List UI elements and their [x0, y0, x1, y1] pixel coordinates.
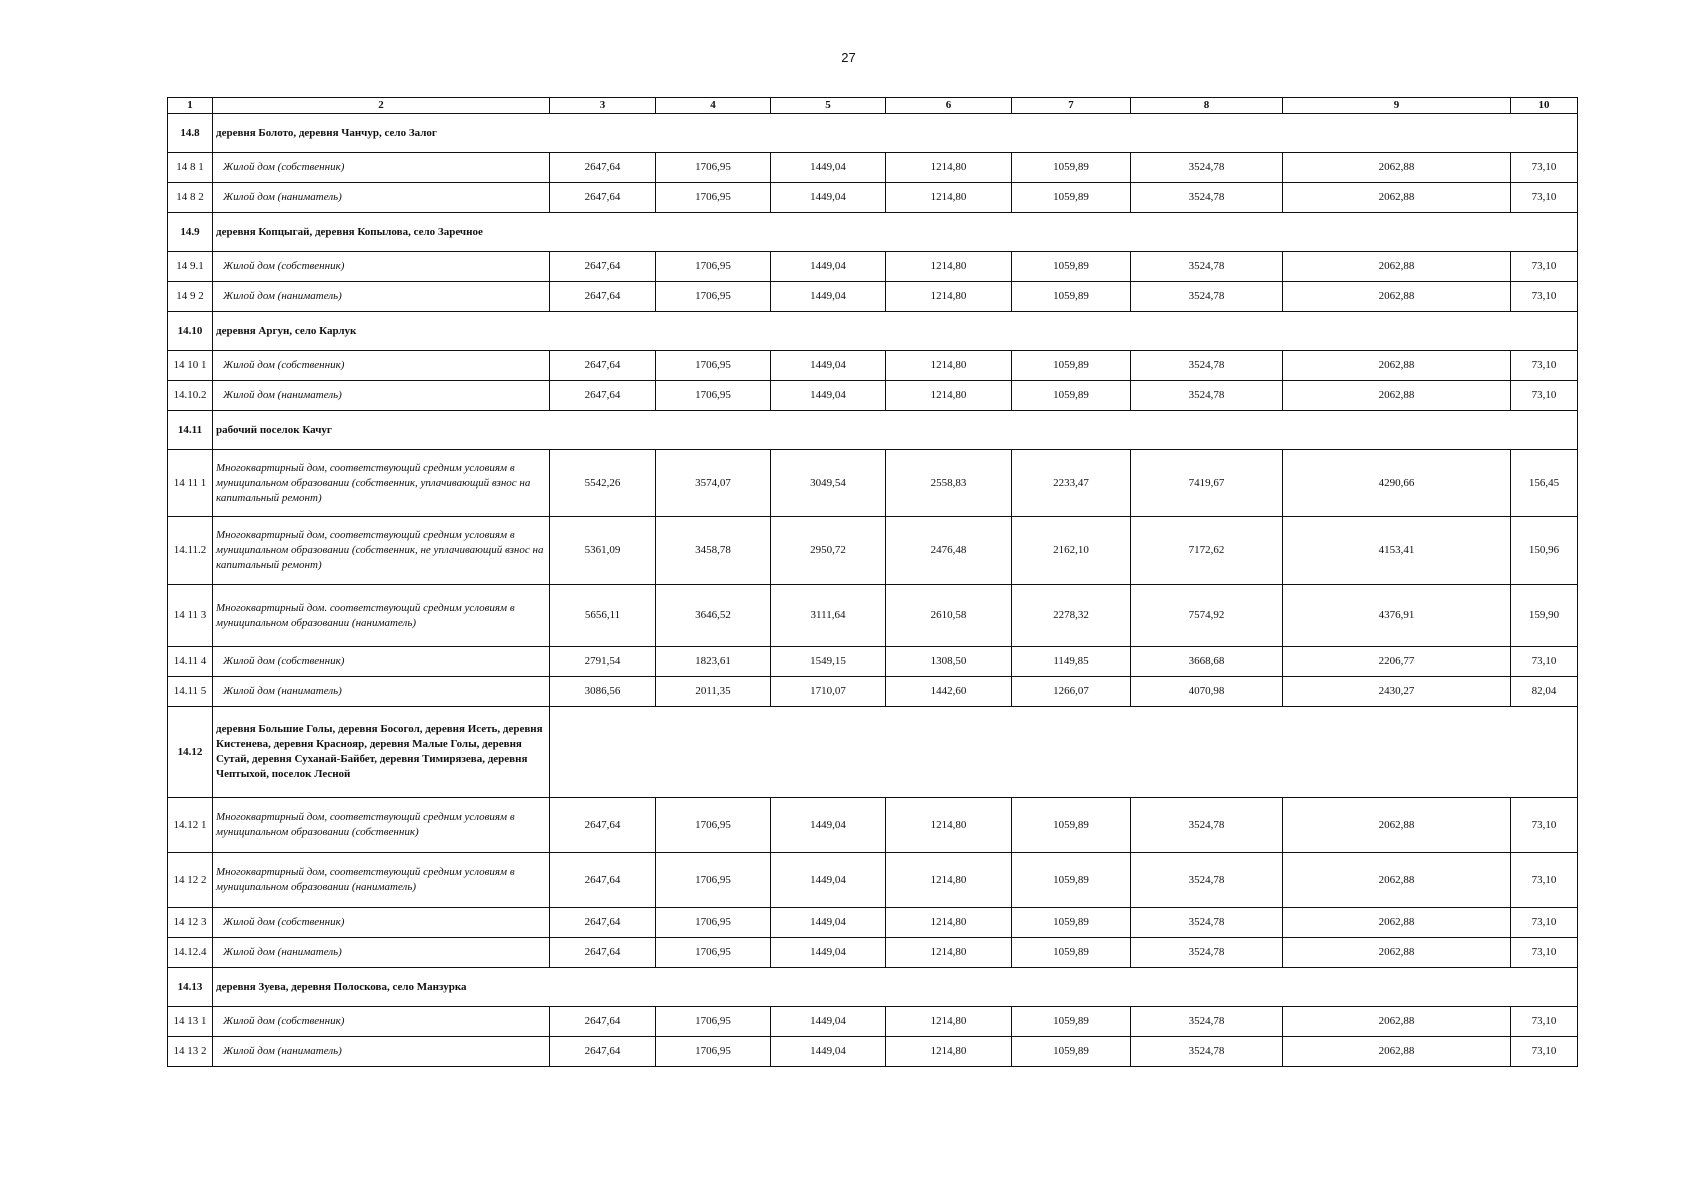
- value-cell: 73,10: [1511, 153, 1578, 183]
- row-number: 14 8 2: [168, 183, 213, 213]
- row-description: Жилой дом (собственник): [213, 252, 550, 282]
- value-cell: 73,10: [1511, 1007, 1578, 1037]
- section-number: 14.13: [168, 968, 213, 1007]
- value-cell: 73,10: [1511, 938, 1578, 968]
- value-cell: 73,10: [1511, 1037, 1578, 1067]
- value-cell: 2647,64: [550, 183, 656, 213]
- value-cell: 5361,09: [550, 517, 656, 585]
- table-row: [168, 153, 1578, 183]
- row-number: 14 10 1: [168, 351, 213, 381]
- value-cell: 82,04: [1511, 677, 1578, 707]
- value-cell: 1706,95: [656, 153, 771, 183]
- table-row: [168, 908, 1578, 938]
- value-cell: 3524,78: [1131, 282, 1283, 312]
- row-description: Жилой дом (наниматель): [213, 381, 550, 411]
- value-cell: 1214,80: [886, 938, 1012, 968]
- value-cell: 4290,66: [1283, 450, 1511, 517]
- section-row: [168, 968, 1578, 1007]
- table-row: [168, 183, 1578, 213]
- row-description: Жилой дом (собственник): [213, 647, 550, 677]
- value-cell: 1059,89: [1012, 798, 1131, 853]
- row-number: 14 12 3: [168, 908, 213, 938]
- value-cell: 3524,78: [1131, 908, 1283, 938]
- value-cell: 1449,04: [771, 908, 886, 938]
- section-title: деревня Болото, деревня Чанчур, село Залог: [213, 114, 1578, 153]
- section-number: 14.9: [168, 213, 213, 252]
- value-cell: 2950,72: [771, 517, 886, 585]
- value-cell: 1059,89: [1012, 908, 1131, 938]
- value-cell: 2062,88: [1283, 252, 1511, 282]
- value-cell: 2062,88: [1283, 908, 1511, 938]
- value-cell: 1449,04: [771, 1007, 886, 1037]
- value-cell: 1214,80: [886, 153, 1012, 183]
- value-cell: 1214,80: [886, 381, 1012, 411]
- row-description: Жилой дом (собственник): [213, 153, 550, 183]
- value-cell: 73,10: [1511, 798, 1578, 853]
- row-number: 14 9 2: [168, 282, 213, 312]
- value-cell: 5542,26: [550, 450, 656, 517]
- value-cell: 1059,89: [1012, 1037, 1131, 1067]
- table-row: [168, 1037, 1578, 1067]
- value-cell: 1449,04: [771, 938, 886, 968]
- value-cell: 1706,95: [656, 183, 771, 213]
- value-cell: 3086,56: [550, 677, 656, 707]
- value-cell: 1449,04: [771, 381, 886, 411]
- row-number: 14 11 3: [168, 585, 213, 647]
- section-row: [168, 312, 1578, 351]
- value-cell: 73,10: [1511, 282, 1578, 312]
- section-title: рабочий поселок Качуг: [213, 411, 1578, 450]
- value-cell: 3111,64: [771, 585, 886, 647]
- value-cell: 1059,89: [1012, 183, 1131, 213]
- section-row: [168, 411, 1578, 450]
- table-row: [168, 798, 1578, 853]
- value-cell: 1706,95: [656, 853, 771, 908]
- value-cell: 7172,62: [1131, 517, 1283, 585]
- column-header: 10: [1511, 98, 1578, 114]
- row-description: Многоквартирный дом, соответствующий средним условиям в муниципальном образовании (собственник, уплачивающий взнос на капитальный ремонт): [213, 450, 550, 517]
- row-description: Жилой дом (наниматель): [213, 938, 550, 968]
- value-cell: 1214,80: [886, 1037, 1012, 1067]
- section-number: 14.8: [168, 114, 213, 153]
- value-cell: 1706,95: [656, 351, 771, 381]
- column-header: 1: [168, 98, 213, 114]
- value-cell: 159,90: [1511, 585, 1578, 647]
- value-cell: 2062,88: [1283, 153, 1511, 183]
- row-number: 14 8 1: [168, 153, 213, 183]
- table-row: [168, 853, 1578, 908]
- value-cell: 2278,32: [1012, 585, 1131, 647]
- row-number: 14 9.1: [168, 252, 213, 282]
- value-cell: 4153,41: [1283, 517, 1511, 585]
- table-row: [168, 282, 1578, 312]
- value-cell: 2610,58: [886, 585, 1012, 647]
- value-cell: 3458,78: [656, 517, 771, 585]
- section-title: деревня Зуева, деревня Полоскова, село Манзурка: [213, 968, 1578, 1007]
- value-cell: 1449,04: [771, 351, 886, 381]
- column-header: 3: [550, 98, 656, 114]
- table-row: [168, 517, 1578, 585]
- row-number: 14 13 1: [168, 1007, 213, 1037]
- row-description: Многоквартирный дом. соответствующий средним условиям в муниципальном образовании (наниматель): [213, 585, 550, 647]
- value-cell: 1059,89: [1012, 1007, 1131, 1037]
- value-cell: 1214,80: [886, 908, 1012, 938]
- value-cell: 7419,67: [1131, 450, 1283, 517]
- value-cell: 73,10: [1511, 853, 1578, 908]
- row-number: 14.12 1: [168, 798, 213, 853]
- column-header: 2: [213, 98, 550, 114]
- value-cell: 2062,88: [1283, 1007, 1511, 1037]
- value-cell: 3524,78: [1131, 252, 1283, 282]
- value-cell: 1214,80: [886, 282, 1012, 312]
- row-description: Жилой дом (наниматель): [213, 183, 550, 213]
- value-cell: 1442,60: [886, 677, 1012, 707]
- value-cell: 2647,64: [550, 153, 656, 183]
- row-description: Многоквартирный дом, соответствующий средним условиям в муниципальном образовании (собственник, не уплачивающий взнос на капитальный ремонт): [213, 517, 550, 585]
- value-cell: 3524,78: [1131, 798, 1283, 853]
- value-cell: 2062,88: [1283, 282, 1511, 312]
- table-row: [168, 1007, 1578, 1037]
- value-cell: 4376,91: [1283, 585, 1511, 647]
- value-cell: 2558,83: [886, 450, 1012, 517]
- value-cell: 1449,04: [771, 853, 886, 908]
- value-cell: 2062,88: [1283, 183, 1511, 213]
- value-cell: 2647,64: [550, 908, 656, 938]
- row-number: 14.11 4: [168, 647, 213, 677]
- value-cell: 1706,95: [656, 252, 771, 282]
- value-cell: 2062,88: [1283, 351, 1511, 381]
- row-description: Жилой дом (наниматель): [213, 1037, 550, 1067]
- value-cell: 1706,95: [656, 282, 771, 312]
- value-cell: 2647,64: [550, 938, 656, 968]
- value-cell: 1059,89: [1012, 853, 1131, 908]
- value-cell: 1706,95: [656, 908, 771, 938]
- value-cell: 1059,89: [1012, 351, 1131, 381]
- column-header-row: [168, 98, 1578, 114]
- value-cell: 73,10: [1511, 381, 1578, 411]
- value-cell: 2062,88: [1283, 381, 1511, 411]
- value-cell: 1214,80: [886, 252, 1012, 282]
- value-cell: 156,45: [1511, 450, 1578, 517]
- value-cell: 1214,80: [886, 798, 1012, 853]
- table-row: [168, 252, 1578, 282]
- value-cell: 1149,85: [1012, 647, 1131, 677]
- table-row: [168, 938, 1578, 968]
- section-title: деревня Аргун, село Карлук: [213, 312, 1578, 351]
- value-cell: 2011,35: [656, 677, 771, 707]
- value-cell: 3524,78: [1131, 853, 1283, 908]
- value-cell: 1449,04: [771, 153, 886, 183]
- value-cell: 3574,07: [656, 450, 771, 517]
- value-cell: 1059,89: [1012, 938, 1131, 968]
- value-cell: 2430,27: [1283, 677, 1511, 707]
- value-cell: 1449,04: [771, 1037, 886, 1067]
- value-cell: 2647,64: [550, 351, 656, 381]
- table-row: [168, 450, 1578, 517]
- value-cell: 1549,15: [771, 647, 886, 677]
- value-cell: 1308,50: [886, 647, 1012, 677]
- value-cell: 1706,95: [656, 381, 771, 411]
- row-number: 14 12 2: [168, 853, 213, 908]
- row-number: 14 13 2: [168, 1037, 213, 1067]
- value-cell: 2062,88: [1283, 1037, 1511, 1067]
- section-row: [168, 114, 1578, 153]
- table-row: [168, 381, 1578, 411]
- value-cell: 1823,61: [656, 647, 771, 677]
- value-cell: 1449,04: [771, 282, 886, 312]
- value-cell: 1266,07: [1012, 677, 1131, 707]
- value-cell: 3524,78: [1131, 1037, 1283, 1067]
- value-cell: 2206,77: [1283, 647, 1511, 677]
- value-cell: 1059,89: [1012, 153, 1131, 183]
- section-row: [168, 213, 1578, 252]
- value-cell: 2647,64: [550, 1037, 656, 1067]
- row-description: Жилой дом (наниматель): [213, 282, 550, 312]
- row-description: Многоквартирный дом, соответствующий средним условиям в муниципальном образовании (наниматель): [213, 853, 550, 908]
- row-description: Многоквартирный дом, соответствующий средним условиям в муниципальном образовании (собственник): [213, 798, 550, 853]
- value-cell: 1059,89: [1012, 252, 1131, 282]
- page-number: 27: [841, 50, 856, 65]
- value-cell: 2647,64: [550, 252, 656, 282]
- value-cell: 2791,54: [550, 647, 656, 677]
- value-cell: 1710,07: [771, 677, 886, 707]
- row-description: Жилой дом (собственник): [213, 1007, 550, 1037]
- column-header: 7: [1012, 98, 1131, 114]
- column-header: 9: [1283, 98, 1511, 114]
- row-number: 14.11 5: [168, 677, 213, 707]
- value-cell: 2647,64: [550, 381, 656, 411]
- column-header: 8: [1131, 98, 1283, 114]
- value-cell: 1059,89: [1012, 282, 1131, 312]
- section-number: 14.10: [168, 312, 213, 351]
- value-cell: 1214,80: [886, 1007, 1012, 1037]
- value-cell: 150,96: [1511, 517, 1578, 585]
- section-row: [168, 707, 1578, 798]
- value-cell: 3049,54: [771, 450, 886, 517]
- value-cell: 2062,88: [1283, 853, 1511, 908]
- value-cell: 1214,80: [886, 853, 1012, 908]
- value-cell: 3524,78: [1131, 381, 1283, 411]
- value-cell: 2233,47: [1012, 450, 1131, 517]
- value-cell: 5656,11: [550, 585, 656, 647]
- value-cell: 2647,64: [550, 798, 656, 853]
- value-cell: 3524,78: [1131, 1007, 1283, 1037]
- table-row: [168, 677, 1578, 707]
- row-number: 14.10.2: [168, 381, 213, 411]
- column-header: 6: [886, 98, 1012, 114]
- value-cell: 1214,80: [886, 183, 1012, 213]
- value-cell: 3524,78: [1131, 351, 1283, 381]
- table-row: [168, 585, 1578, 647]
- section-fill: [550, 707, 1578, 798]
- value-cell: 3668,68: [1131, 647, 1283, 677]
- value-cell: 1449,04: [771, 252, 886, 282]
- value-cell: 73,10: [1511, 908, 1578, 938]
- value-cell: 1706,95: [656, 798, 771, 853]
- value-cell: 2062,88: [1283, 938, 1511, 968]
- column-header: 4: [656, 98, 771, 114]
- section-number: 14.12: [168, 707, 213, 798]
- value-cell: 1059,89: [1012, 381, 1131, 411]
- value-cell: 2476,48: [886, 517, 1012, 585]
- value-cell: 1706,95: [656, 1037, 771, 1067]
- value-cell: 73,10: [1511, 647, 1578, 677]
- table-row: [168, 647, 1578, 677]
- value-cell: 1449,04: [771, 183, 886, 213]
- tariff-table: [167, 97, 1578, 1067]
- value-cell: 3646,52: [656, 585, 771, 647]
- value-cell: 73,10: [1511, 183, 1578, 213]
- table-row: [168, 351, 1578, 381]
- value-cell: 2647,64: [550, 282, 656, 312]
- value-cell: 1706,95: [656, 938, 771, 968]
- value-cell: 2647,64: [550, 853, 656, 908]
- value-cell: 2162,10: [1012, 517, 1131, 585]
- row-description: Жилой дом (собственник): [213, 351, 550, 381]
- row-description: Жилой дом (наниматель): [213, 677, 550, 707]
- value-cell: 1214,80: [886, 351, 1012, 381]
- value-cell: 1449,04: [771, 798, 886, 853]
- value-cell: 2647,64: [550, 1007, 656, 1037]
- row-number: 14 11 1: [168, 450, 213, 517]
- section-title: деревня Копцыгай, деревня Копылова, село Заречное: [213, 213, 1578, 252]
- row-number: 14.11.2: [168, 517, 213, 585]
- value-cell: 3524,78: [1131, 183, 1283, 213]
- value-cell: 4070,98: [1131, 677, 1283, 707]
- section-title: деревня Большие Голы, деревня Босогол, деревня Исеть, деревня Кистенева, деревня Краснояр, деревня Малые Голы, деревня Сутай, деревня Суханай-Байбет, деревня Тимирязева, деревня Чептыхой, поселок Лесной: [213, 707, 550, 798]
- value-cell: 73,10: [1511, 252, 1578, 282]
- value-cell: 73,10: [1511, 351, 1578, 381]
- value-cell: 3524,78: [1131, 938, 1283, 968]
- value-cell: 2062,88: [1283, 798, 1511, 853]
- column-header: 5: [771, 98, 886, 114]
- section-number: 14.11: [168, 411, 213, 450]
- row-description: Жилой дом (собственник): [213, 908, 550, 938]
- value-cell: 3524,78: [1131, 153, 1283, 183]
- value-cell: 1706,95: [656, 1007, 771, 1037]
- row-number: 14.12.4: [168, 938, 213, 968]
- value-cell: 7574,92: [1131, 585, 1283, 647]
